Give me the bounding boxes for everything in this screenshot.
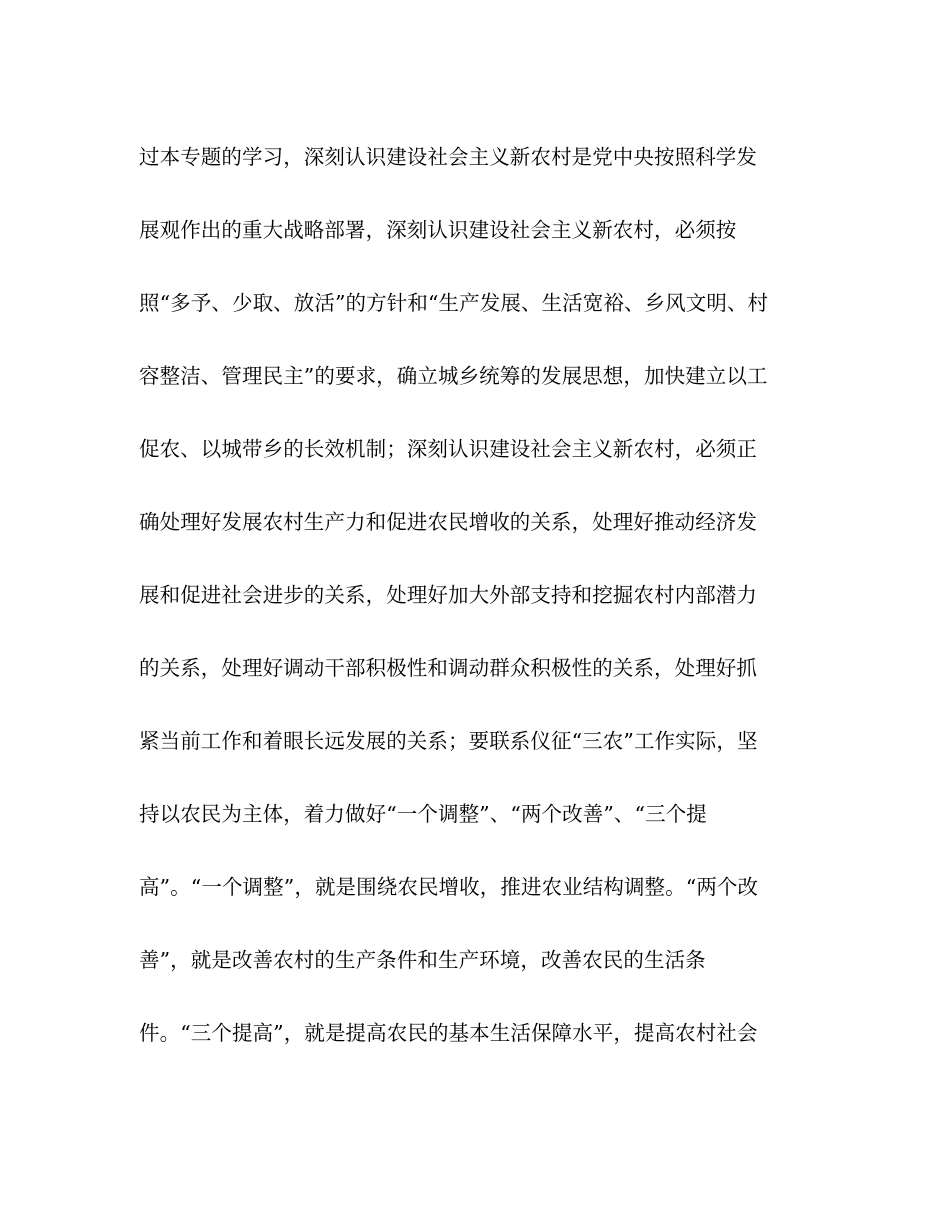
text-line-6: 确处理好发展农村生产力和促进农民增收的关系，处理好推动经济发 xyxy=(139,510,757,534)
text-line-5: 促农、以城带乡的长效机制；深刻认识建设社会主义新农村，必须正 xyxy=(139,437,757,461)
text-line-1: 过本专题的学习，深刻认识建设社会主义新农村是党中央按照科学发 xyxy=(139,145,757,169)
body-paragraph xyxy=(139,137,819,1086)
text-line-11: 高”。“一个调整”，就是围绕农民增收，推进农业结构调整。“两个改 xyxy=(139,875,759,899)
text-line-12: 善”，就是改善农村的生产条件和生产环境，改善农民的生活条 xyxy=(139,948,706,972)
text-line-9: 紧当前工作和着眼长远发展的关系；要联系仪征“三农”工作实际，坚 xyxy=(139,729,758,753)
text-line-13: 件。“三个提高”，就是提高农民的基本生活保障水平，提高农村社会 xyxy=(139,1021,758,1045)
text-line-10: 持以农民为主体，着力做好“一个调整”、“两个改善”、“三个提 xyxy=(139,802,707,826)
text-line-7: 展和促进社会进步的关系，处理好加大外部支持和挖掘农村内部潜力 xyxy=(139,583,757,607)
text-line-3: 照“多予、少取、放活”的方针和“生产发展、生活宽裕、乡风文明、村 xyxy=(139,291,769,315)
text-line-4: 容整洁、管理民主”的要求，确立城乡统筹的发展思想，加快建立以工 xyxy=(139,364,768,388)
text-line-2: 展观作出的重大战略部署，深刻认识建设社会主义新农村，必须按 xyxy=(139,218,737,242)
text-line-8: 的关系，处理好调动干部积极性和调动群众积极性的关系，处理好抓 xyxy=(139,656,757,680)
